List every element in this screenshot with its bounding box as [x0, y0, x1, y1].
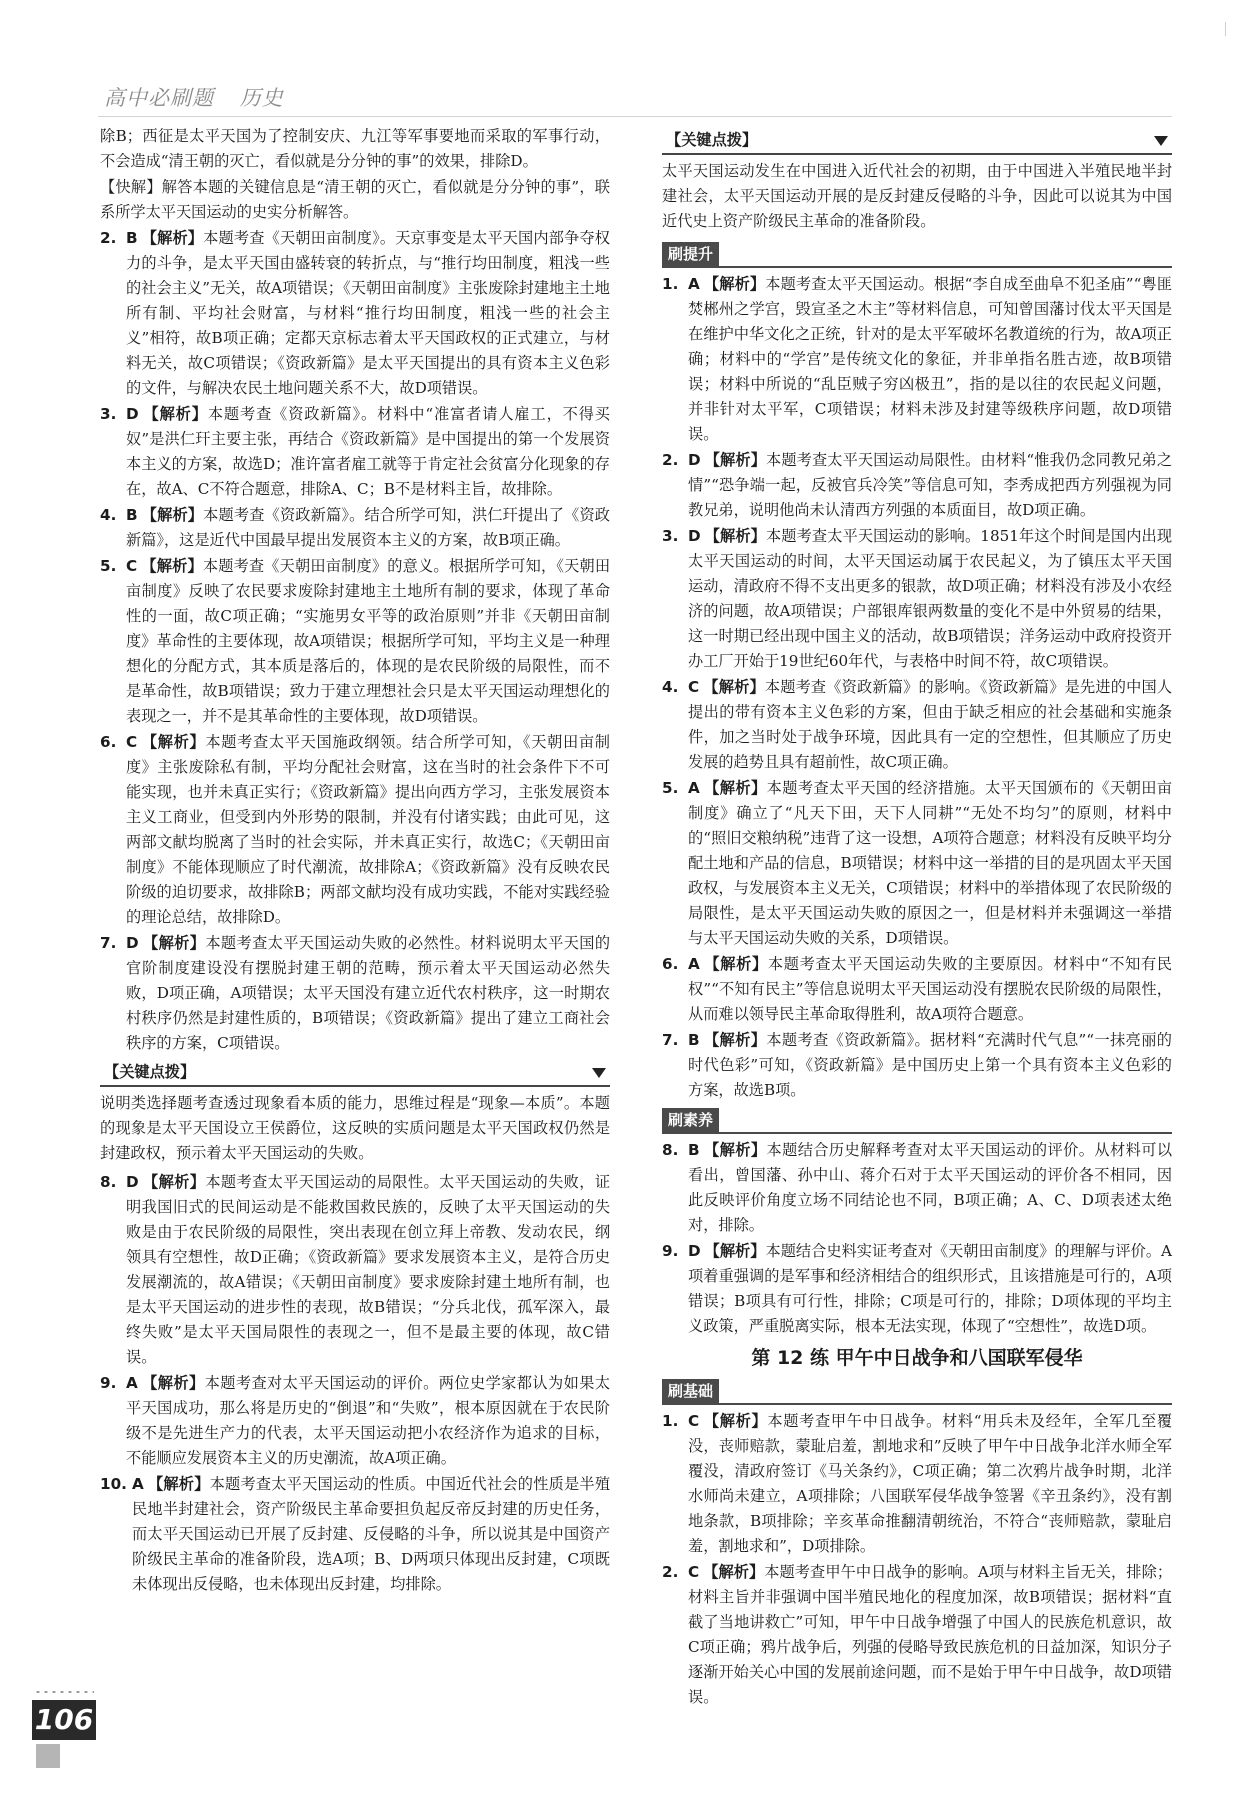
item-number: 2.: [100, 229, 117, 247]
analysis-text: 本题考查对太平天国运动的评价。两位史学家都认为如果太平天国成功，那么将是历史的“倒退”和“失败”，根本原因就在于农民阶级不是先进生产力的代表，太平天国运动把小农经济作为追求的目标，不能顺应发展资本主义的历史潮流，故A项正确。: [126, 1374, 611, 1467]
analysis-text: 本题考查太平天国运动的局限性。太平天国运动的失败，证明我国旧式的民间运动是不能救国救民族的，反映了太平天国运动的失败是由于农民阶级的局限性，突出表现在创立拜上帝教、发动农民，纲领具有空想性，故D正确；《资政新篇》要求发展资本主义，是符合历史发展潮流的，故A错误；《天朝田亩制度》要求废除封建土地所有制，也是太平天国运动的进步性的表现，故B错误；“分兵北伐，孤军深入，最终失败”是太平天国局限性的表现之一，但不是最主要的体现，故C错误。: [126, 1173, 611, 1366]
analysis-tag: 【解析】: [703, 779, 767, 797]
item-number: 1.: [662, 1412, 679, 1430]
item-number: 2.: [662, 1563, 679, 1581]
answer-letter: C: [126, 733, 138, 751]
page-header: [104, 82, 302, 112]
item-number: 10.: [100, 1475, 127, 1493]
key-point-title: 【关键点拨】: [666, 131, 758, 149]
book-title: 高中必刷题: [104, 86, 214, 110]
analysis-text: 本题考查太平天国运动局限性。由材料“惟我仍念同教兄弟之情”“恐争端一起，反被官兵冷笑”等信息可知，李秀成把西方列强视为同教兄弟，说明他尚未认清西方列强的本质面目，故D项正确。: [688, 451, 1173, 519]
analysis-tag: 【解析】: [141, 733, 206, 751]
answer-letter: B: [688, 1141, 700, 1159]
section-rule: [662, 266, 1172, 268]
answer-letter: D: [688, 451, 701, 469]
answer-letter: B: [126, 506, 138, 524]
answer-item-4: [100, 503, 610, 553]
key-point-header: [100, 1060, 610, 1087]
tisheng-item-4: [662, 675, 1172, 775]
analysis-tag: 【解析】: [141, 1374, 205, 1392]
analysis-text: 本题考查《资政新篇》的影响。《资政新篇》是先进的中国人提出的带有资本主义色彩的方案，但由于缺乏相应的社会基础和实施条件，加之当时处于战争环境，因此具有一定的空想性，但其顺应了历史发展的趋势且具有超前性，故C项正确。: [688, 678, 1173, 771]
answer-letter: C: [688, 1563, 700, 1581]
item-number: 7.: [100, 934, 117, 952]
analysis-text: 本题考查甲午中日战争。材料“用兵未及经年，全军几至覆没，丧师赔款，蒙耻启羞，割地求和”反映了甲午中日战争北洋水师全军覆没，清政府签订《马关条约》，C项正确；第二次鸦片战争时期，北洋水师尚未建立，A项排除；八国联军侵华战争签署《辛丑条约》，没有割地条款，B项排除；辛亥革命推翻清朝统治，不符合“丧师赔款，蒙耻启羞，割地求和”，D项排除。: [688, 1412, 1173, 1555]
analysis-tag: 【解析】: [142, 1173, 206, 1191]
answer-letter: A: [688, 275, 700, 293]
subject-title: 历史: [239, 86, 284, 110]
triangle-down-icon: [1154, 136, 1168, 146]
answer-letter: A: [688, 955, 700, 973]
item-number: 4.: [100, 506, 117, 524]
section-jichu: 刷基础: [662, 1379, 719, 1403]
analysis-text: 本题考查太平天国运动失败的主要原因。材料中“不知有民权”“不知有民主”等信息说明太平天国运动没有摆脱农民阶级的局限性，从而难以领导民主革命取得胜利，故A项符合题意。: [688, 955, 1173, 1023]
intro-paragraph: 除B；西征是太平天国为了控制安庆、九江等军事要地而采取的军事行动，不会造成“清王朝的灭亡，看似就是分分钟的事”的效果，排除D。: [100, 127, 610, 170]
section-rule: [662, 1132, 1172, 1134]
item-number: 2.: [662, 451, 679, 469]
analysis-text: 本题考查甲午中日战争的影响。A项与材料主旨无关，排除；材料主旨并非强调中国半殖民地化的程度加深，故B项错误；据材料“直截了当地讲救亡”可知，甲午中日战争增强了中国人的民族危机意识，故C项正确；鸦片战争后，列强的侵略导致民族危机的日益加深，知识分子逐渐开始关心中国的发展前途问题，而不是始于甲午中日战争，故D项错误。: [688, 1563, 1173, 1706]
analysis-text: 本题考查《资政新篇》。结合所学可知，洪仁玕提出了《资政新篇》，这是近代中国最早提出发展资本主义的方案，故B项正确。: [126, 506, 610, 549]
analysis-text: 本题考查太平天国运动。根据“李自成至曲阜不犯圣庙”“粤匪焚郴州之学宫，毁宣圣之木主”等材料信息，可知曾国藩讨伐太平天国是在维护中华文化之正统，针对的是太平军破坏名教道统的行为，故A项正确；材料中的“学宫”是传统文化的象征，并非单指名胜古迹，故B项错误；材料中所说的“乱臣贼子穷凶极丑”，指的是以往的农民起义问题，并非针对太平军，C项错误；材料未涉及封建等级秩序问题，故D项错误。: [688, 275, 1173, 443]
analysis-text: 本题结合史料实证考查对《天朝田亩制度》的理解与评价。A项着重强调的是军事和经济相结合的组织形式，且该措施是可行的，A项错误；B项具有可行性，排除；C项是可行的，排除；D项体现的平均主义政策，严重脱离实际，根本无法实现，体现了“空想性”，故选D项。: [688, 1242, 1173, 1335]
answer-letter: B: [126, 229, 138, 247]
key-point-text: 太平天国运动发生在中国进入近代社会的初期，由于中国进入半殖民地半封建社会，太平天国运动开展的是反封建反侵略的斗争，因此可以说其为中国近代史上资产阶级民主革命的准备阶段。: [662, 162, 1172, 230]
right-column: [662, 124, 1172, 1711]
answer-letter: D: [126, 405, 139, 423]
analysis-tag: 【解析】: [142, 405, 208, 423]
quick-solution: 【快解】解答本题的关键信息是“清王朝的灭亡，看似就是分分钟的事”，联系所学太平天国运动的史实分析解答。: [100, 178, 610, 221]
answer-item-9: [100, 1371, 610, 1471]
answer-item-6: [100, 730, 610, 930]
answer-item-5: [100, 554, 610, 729]
answer-item-2: [100, 226, 610, 401]
jichu-item-2: [662, 1560, 1172, 1710]
item-number: 3.: [662, 527, 679, 545]
section-rule: [662, 1403, 1172, 1405]
answer-letter: B: [688, 1031, 700, 1049]
item-number: 3.: [100, 405, 117, 423]
triangle-down-icon: [592, 1068, 606, 1078]
answer-item-3: [100, 402, 610, 502]
suyang-item-8: [662, 1138, 1172, 1238]
item-number: 9.: [662, 1242, 679, 1260]
analysis-text: 本题考查《天朝田亩制度》的意义。根据所学可知，《天朝田亩制度》反映了农民要求废除封建地主土地所有制的要求，体现了革命性的一面，故C项正确；“实施男女平等的政治原则”并非《天朝田亩制度》革命性的主要体现，故A项错误；根据所学可知，平均主义是一种理想化的分配方式，其本质是落后的，体现的是农民阶级的局限性，而不是革命性，故B项错误；致力于建立理想社会只是太平天国运动理想化的表现之一，并不是其革命性的主要体现，故D项错误。: [126, 557, 611, 725]
item-number: 5.: [662, 779, 679, 797]
tisheng-item-7: [662, 1028, 1172, 1103]
item-number: 6.: [100, 733, 117, 751]
analysis-text: 本题考查太平天国运动的影响。1851年这个时间是国内出现太平天国运动的时间，太平天国运动属于农民起义，为了镇压太平天国运动，清政府不得不支出更多的银款，故D项正确；材料没有涉及小农经济的问题，故A项错误；户部银库银两数量的变化不是中外贸易的结果，这一时期已经出现中国主义的活动，故B项错误；洋务运动中政府投资开办工厂开始于19世纪60年代，与表格中时间不符，故C项错误。: [688, 527, 1173, 670]
answer-letter: C: [126, 557, 138, 575]
section-tisheng: 刷提升: [662, 242, 719, 266]
tisheng-item-2: [662, 448, 1172, 523]
analysis-tag: 【解析】: [141, 557, 203, 575]
answer-letter: A: [688, 779, 700, 797]
answer-letter: D: [126, 1173, 139, 1191]
key-point-header: [662, 128, 1172, 155]
analysis-text: 本题考查《资政新篇》。材料中“准富者请人雇工，不得买奴”是洪仁玕主要主张，再结合《资政新篇》是中国提出的第一个发展资本主义的方案，故选D；准许富者雇工就等于肯定社会贫富分化现象的存在，故A、C不符合题意，排除A、C；B不是材料主旨，故排除。: [126, 405, 610, 498]
analysis-tag: 【解析】: [141, 229, 204, 247]
analysis-text: 本题考查太平天国运动的性质。中国近代社会的性质是半殖民地半封建社会，资产阶级民主革命要担负起反帝反封建的历史任务，而太平天国运动已开展了反封建、反侵略的斗争，所以说其是中国资产阶级民主革命的准备阶段，选A项；B、D两项只体现出反封建，C项既未体现出反侵略，也未体现出反封建，均排除。: [132, 1475, 611, 1593]
analysis-text: 本题考查太平天国运动失败的必然性。材料说明太平天国的官阶制度建设没有摆脱封建王朝的范畴，预示着太平天国运动必然失败，D项正确，A项错误；太平天国没有建立近代农村秩序，这一时期农村秩序仍然是封建性质的，B项错误；《资政新篇》提出了建立工商社会秩序的方案，C项错误。: [126, 934, 611, 1052]
left-column: [100, 124, 610, 1598]
analysis-tag: 【解析】: [703, 1412, 768, 1430]
page-edge-mark: [1225, 22, 1226, 36]
answer-letter: D: [688, 1242, 701, 1260]
answer-item-8: [100, 1170, 610, 1370]
analysis-tag: 【解析】: [141, 506, 204, 524]
analysis-tag: 【解析】: [147, 1475, 210, 1493]
jichu-item-1: [662, 1409, 1172, 1559]
item-number: 8.: [662, 1141, 679, 1159]
tisheng-item-3: [662, 524, 1172, 674]
analysis-tag: 【解析】: [703, 955, 768, 973]
tisheng-item-1: [662, 272, 1172, 447]
analysis-tag: 【解析】: [142, 934, 206, 952]
answer-item-10: [100, 1472, 610, 1597]
item-number: 9.: [100, 1374, 117, 1392]
item-number: 4.: [662, 678, 679, 696]
item-number: 5.: [100, 557, 117, 575]
key-point-title: 【关键点拨】: [104, 1063, 196, 1081]
answer-letter: C: [688, 678, 700, 696]
analysis-tag: 【解析】: [703, 1563, 765, 1581]
item-number: 1.: [662, 275, 679, 293]
analysis-tag: 【解析】: [703, 1031, 767, 1049]
answer-item-7: [100, 931, 610, 1056]
analysis-tag: 【解析】: [704, 527, 766, 545]
item-number: 6.: [662, 955, 679, 973]
section-suyang: 刷素养: [662, 1108, 719, 1132]
analysis-tag: 【解析】: [703, 275, 766, 293]
analysis-text: 本题考查太平天国的经济措施。太平天国颁布的《天朝田亩制度》确立了“凡天下田，天下人同耕”“无处不均匀”的原则，材料中的“照旧交粮纳税”违背了这一设想，A项符合题意；材料没有反映平均分配土地和产品的信息，B项错误；材料中这一举措的目的是巩固太平天国政权，与发展资本主义无关，C项错误；材料中的举措体现了农民阶级的局限性，是太平天国运动失败的原因之一，但是材料并未强调这一举措与太平天国运动失败的关系，D项错误。: [688, 779, 1173, 947]
analysis-tag: 【解析】: [703, 1141, 767, 1159]
page-corner-block: [36, 1744, 60, 1768]
analysis-text: 本题考查《资政新篇》。据材料“充满时代气息”“一抹亮丽的时代色彩”可知，《资政新篇》是中国历史上第一个具有资本主义色彩的方案，故选B项。: [688, 1031, 1172, 1099]
answer-letter: A: [126, 1374, 138, 1392]
answer-letter: C: [688, 1412, 700, 1430]
header-rule: [98, 116, 1172, 117]
page-number-dots: [34, 1690, 94, 1694]
answer-letter: D: [688, 527, 701, 545]
analysis-tag: 【解析】: [704, 1242, 766, 1260]
chapter-title: 第 12 练 甲午中日战争和八国联军侵华: [751, 1347, 1083, 1369]
tisheng-item-5: [662, 776, 1172, 951]
analysis-tag: 【解析】: [703, 678, 765, 696]
analysis-text: 本题考查《天朝田亩制度》。天京事变是太平天国内部争夺权力的斗争，是太平天国由盛转衰的转折点，与“推行均田制度，粗浅一些的社会主义”无关，故A项错误；《天朝田亩制度》主张废除封建地主土地所有制、平均社会财富，与材料“推行均田制度，粗浅一些的社会主义”相符，故B项正确；定都天京标志着太平天国政权的正式建立，与材料无关，故C项错误；《资政新篇》是太平天国提出的具有资本主义色彩的文件，与解决农民土地问题关系不大，故D项错误。: [126, 229, 610, 397]
analysis-tag: 【解析】: [704, 451, 767, 469]
answer-letter: D: [126, 934, 139, 952]
answer-letter: A: [132, 1475, 144, 1493]
analysis-text: 本题结合历史解释考查对太平天国运动的评价。从材料可以看出，曾国藩、孙中山、蒋介石对于太平天国运动的评价各不相同，因此反映评价角度立场不同结论也不同，B项正确；A、C、D项表述太绝对，排除。: [688, 1141, 1173, 1234]
item-number: 8.: [100, 1173, 117, 1191]
tisheng-item-6: [662, 952, 1172, 1027]
suyang-item-9: [662, 1239, 1172, 1339]
page-number: 106: [32, 1700, 96, 1740]
item-number: 7.: [662, 1031, 679, 1049]
key-point-text: 说明类选择题考查透过现象看本质的能力，思维过程是“现象—本质”。本题的现象是太平天国设立王侯爵位，这反映的实质问题是太平天国政权仍然是封建政权，预示着太平天国运动的失败。: [100, 1094, 610, 1162]
analysis-text: 本题考查太平天国施政纲领。结合所学可知，《天朝田亩制度》主张废除私有制，平均分配社会财富，这在当时的社会条件下不可能实现，也并未真正实行；《资政新篇》提出向西方学习，主张发展资本主义工商业，但受到内外形势的限制，并没有付诸实践；由此可见，这两部文献均脱离了当时的社会实际，并未真正实行，故选C；《天朝田亩制度》不能体现顺应了时代潮流，故排除A；《资政新篇》没有反映农民阶级的迫切要求，故排除B；两部文献均没有成功实践，不能对实践经验的理论总结，故排除D。: [126, 733, 610, 926]
